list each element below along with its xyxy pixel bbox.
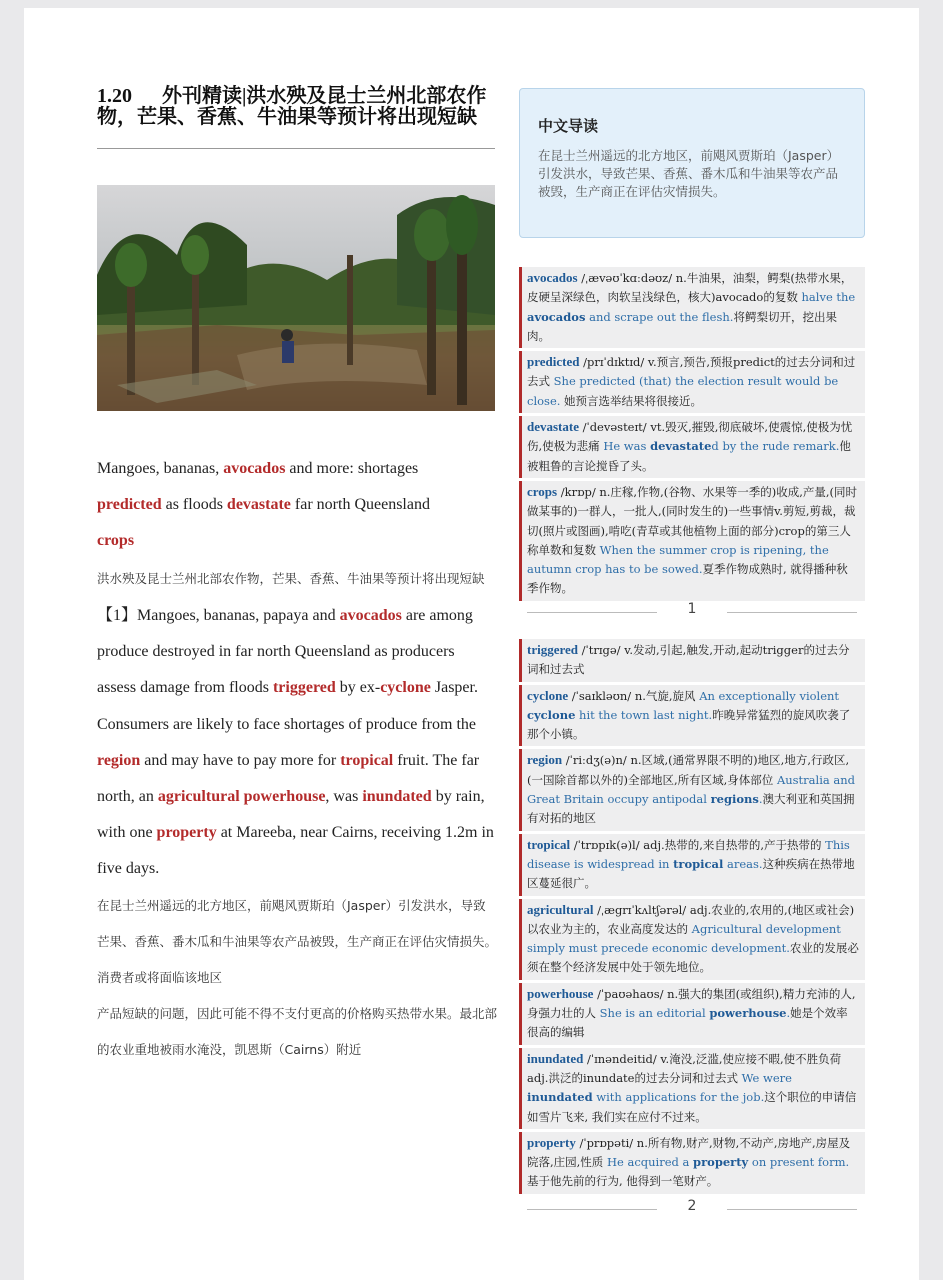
para-text: by ex- xyxy=(335,679,381,697)
para-text: Mangoes, bananas, papaya and xyxy=(137,607,340,624)
vocab-entry-inundated xyxy=(519,1048,865,1129)
vocab-ipa: /ˈriːdʒ(ə)n/ xyxy=(562,753,631,768)
vocab-example: hit the town last night. xyxy=(575,707,713,722)
vocab-example: halve the xyxy=(801,290,856,305)
vocab-example: We were xyxy=(741,1070,792,1085)
article-column xyxy=(97,85,498,1068)
vocab-definition: n.所有物,财产,财物,不动产,房地产,房屋及院落,庄园,性质 xyxy=(527,1135,851,1170)
vocab-translation: 她预言选举结果将很接近。 xyxy=(560,393,703,408)
vocab-definition: v.发动,引起,触发,开动,起动trigger的过去分词和过去式 xyxy=(527,643,850,677)
vocab-example: with applications for the job. xyxy=(592,1090,765,1105)
para-text: at Mareeba, near Cairns, receiving 1.2m in five days. xyxy=(97,824,494,878)
headline-part: and more: shortages xyxy=(285,460,419,477)
vocab-word[interactable]: devastate xyxy=(527,419,579,435)
vocab-definition: n.强大的集团(或组织),精力充沛的人,身强力壮的人 xyxy=(527,986,856,1021)
keyword-inundated[interactable]: inundated xyxy=(362,788,432,806)
keyword-avocados[interactable]: avocados xyxy=(339,607,402,624)
vocab-ipa: /prɪˈdɪktɪd/ xyxy=(579,355,648,370)
keyword-avocados[interactable]: avocados xyxy=(223,460,286,477)
paragraph-1-translation-b: 消费者或将面临该地区 xyxy=(97,969,223,985)
vocab-ipa: /ˈdevəsteɪt/ xyxy=(579,420,651,435)
keyword-agricultural-powerhouse[interactable]: agricultural powerhouse xyxy=(157,788,326,806)
keyword-triggered[interactable]: triggered xyxy=(272,679,336,697)
guide-text: 在昆士兰州遥远的北方地区，前飓风贾斯珀（Jasper）引发洪水，导致芒果、香蕉、番木瓜和牛油果等农产品被毁，生产商正在评估灾情损失。 xyxy=(538,148,840,199)
vocab-example-keyword: regions xyxy=(710,792,759,807)
vocab-example-keyword: powerhouse xyxy=(709,1006,787,1021)
para-text: Jasper. Consumers are likely to face shortages of produce from the xyxy=(97,679,478,733)
paragraph-1-translation-c: 产品短缺的问题，因此可能不得不支付更高的价格购买热带水果。最北部的农业重地被雨水淹没，凯恩斯（Cairns）附近 xyxy=(97,1005,498,1057)
vocab-word[interactable]: powerhouse xyxy=(527,985,594,1001)
keyword-predicted[interactable]: predicted xyxy=(97,496,162,513)
vocab-word[interactable]: property xyxy=(527,1134,576,1150)
chinese-headline: 洪水殃及昆士兰州北部农作物，芒果、香蕉、牛油果等预计将出现短缺 xyxy=(97,571,485,586)
para-text: fruit. The far north, an xyxy=(97,751,480,806)
vocab-example-keyword: devastate xyxy=(650,439,712,454)
vocab-example: . xyxy=(758,792,763,807)
vocab-word[interactable]: tropical xyxy=(527,836,571,852)
headline-part: far north Queensland xyxy=(290,496,430,513)
vocab-entry-avocados xyxy=(519,267,865,348)
vocab-example-keyword: avocados xyxy=(527,309,586,324)
vocab-translation: 夏季作物成熟时, 就得播种秋季作物。 xyxy=(527,562,848,596)
vocab-word[interactable]: crops xyxy=(527,483,558,499)
keyword-tropical[interactable]: tropical xyxy=(340,751,394,769)
vocab-example: Australia and Great Britain occupy antipodal xyxy=(527,772,856,807)
vocab-ipa: /ˈprɒpəti/ xyxy=(575,1135,637,1150)
vocab-translation: 澳大利亚和英国拥有对拓的地区 xyxy=(527,792,855,826)
title-divider xyxy=(97,148,495,149)
vocab-translation: 他被粗鲁的言论搅昏了头。 xyxy=(527,439,851,473)
papaya-plantation-illustration xyxy=(97,185,495,411)
headline-part: Mangoes, bananas, xyxy=(97,460,224,477)
vocab-list-2 xyxy=(519,639,865,1197)
para-text: by rain, with one xyxy=(97,788,485,842)
vocab-translation: 将鳄梨切开，挖出果肉。 xyxy=(527,309,837,343)
vocab-word[interactable]: triggered xyxy=(527,642,579,657)
chinese-guide-box xyxy=(519,88,865,238)
article-title xyxy=(97,86,495,128)
vocab-definition: v.淹没,泛滥,使应接不暇,使不胜负荷adj.洪泛的inundate的过去分词和过去式 xyxy=(527,1051,842,1085)
vocab-ipa: /ˈtrɪgə/ xyxy=(578,643,625,657)
vocab-example: on present form. xyxy=(748,1155,850,1170)
vocab-example: This disease is widespread in xyxy=(527,837,850,871)
vocab-example: An exceptionally violent xyxy=(699,688,840,703)
paragraph-1-translation-a: 在昆士兰州遥远的北方地区，前飓风贾斯珀（Jasper）引发洪水，导致芒果、香蕉、番木瓜和牛油果等农产品被毁，生产商正在评估灾情损失。 xyxy=(97,897,498,949)
vocab-example-keyword: inundated xyxy=(527,1090,593,1105)
vocab-entry-agricultural xyxy=(519,899,865,980)
vocab-list-1 xyxy=(519,267,865,604)
vocab-entry-cyclone xyxy=(519,685,865,747)
vocab-word[interactable]: inundated xyxy=(527,1050,584,1066)
paragraph-1 xyxy=(97,598,495,888)
vocab-translation: 基于他先前的行为, 他得到一笔财产。 xyxy=(527,1174,719,1189)
vocab-entry-crops xyxy=(519,481,865,601)
vocab-translation: 这种疾病在热带地区蔓延很广。 xyxy=(527,856,855,891)
para-text: , was xyxy=(325,788,363,806)
vocab-translation: 她是个效率很高的编辑 xyxy=(527,1006,848,1040)
vocab-word[interactable]: agricultural xyxy=(527,901,594,917)
vocab-ipa: /ˈpaʊəhaʊs/ xyxy=(593,986,668,1001)
para-text: and may have to pay more for xyxy=(140,751,341,769)
vocab-definition: vt.毁灭,摧毁,彻底破坏,使震惊,使极为忧伤,使极为悲痛 xyxy=(527,420,853,454)
article-title-text: 外刊精读|洪水殃及昆士兰州北部农作物，芒果、香蕉、牛油果等预计将出现短缺 xyxy=(97,85,487,128)
article-photo xyxy=(97,185,495,411)
vocab-definition: n.牛油果，油梨，鳄梨(热带水果，皮硬呈深绿色，肉软呈浅绿色，核大)avocado的复数 xyxy=(527,271,853,305)
vocab-example: She predicted (that) the election result would be close. xyxy=(527,374,839,408)
vocab-example: Agricultural development simply must precede economic development. xyxy=(527,921,841,956)
vocab-definition: adj.热带的,来自热带的,产于热带的 xyxy=(643,837,826,852)
vocab-example: He acquired a xyxy=(606,1155,694,1170)
para-text: are among produce destroyed in far north Queensland as producers assess damage from floods xyxy=(97,607,473,697)
page-number-1: 1 xyxy=(519,601,865,623)
vocab-word[interactable]: avocados xyxy=(527,270,578,285)
keyword-crops[interactable]: crops xyxy=(97,532,135,549)
vocab-example-keyword: property xyxy=(693,1155,749,1170)
vocab-definition: n.庄稼,作物,(谷物、水果等一季的)收成,产量,(同时做某事的)一群人，一批人,(同时发生的)一些事情v.剪短,剪裁，裁切(照片或图画),啃吃(青草或其他植物上面的部分)crop的第三人称单数和复数 xyxy=(527,484,858,557)
vocab-ipa: /ˈɪnəndeitid/ xyxy=(583,1051,661,1066)
sidebar-column xyxy=(519,88,865,1214)
vocab-entry-tropical xyxy=(519,834,865,896)
vocab-example: areas. xyxy=(723,856,763,871)
vocab-entry-property xyxy=(519,1132,865,1194)
vocab-entry-triggered xyxy=(519,639,865,682)
vocab-translation: 农业的发展必须在整个经济发展中处于领先地位。 xyxy=(527,941,859,975)
vocab-example-keyword: tropical xyxy=(673,856,724,871)
english-headline xyxy=(97,451,495,559)
article-number: 1.20 xyxy=(97,85,132,107)
vocab-word[interactable]: region xyxy=(527,752,563,768)
page-number-2: 2 xyxy=(519,1198,865,1220)
vocab-definition: v.预言,预告,预报predict的过去分词和过去式 xyxy=(527,355,856,389)
vocab-example: and scrape out the flesh. xyxy=(585,309,734,324)
vocab-definition: n.区域,(通常界限不明的)地区,地方,行政区,(一国除首都以外的)全部地区,所有区域,身体部位 xyxy=(527,753,850,787)
vocab-word[interactable]: predicted xyxy=(527,354,580,370)
keyword-devastate[interactable]: devastate xyxy=(226,496,291,513)
vocab-example: d by the rude remark. xyxy=(711,439,840,454)
vocab-entry-region xyxy=(519,749,865,830)
vocab-entry-predicted xyxy=(519,351,865,413)
headline-part: as floods xyxy=(161,496,227,513)
vocab-example: He was xyxy=(603,439,651,454)
document-page xyxy=(24,8,919,1280)
vocab-translation: 昨晚异常猛烈的旋风吹袭了那个小镇。 xyxy=(527,707,851,742)
vocab-example: . xyxy=(786,1006,791,1021)
guide-heading: 中文导读 xyxy=(538,117,599,135)
vocab-example: When the summer crop is ripening, the autumn crop has to be sowed. xyxy=(527,542,829,577)
vocab-definition: n.气旋,旋风 xyxy=(634,688,700,703)
vocab-word[interactable]: cyclone xyxy=(527,687,569,703)
paragraph-marker: 【1】 xyxy=(97,607,138,624)
vocab-entry-devastate xyxy=(519,416,865,478)
keyword-property[interactable]: property xyxy=(156,824,217,842)
vocab-ipa: /ˈtrɒpɪk(ə)l/ xyxy=(570,837,644,852)
vocab-translation: 这个职位的申请信如雪片飞来, 我们实在应付不过来。 xyxy=(527,1090,857,1124)
vocab-example: She is an editorial xyxy=(599,1006,710,1021)
keyword-cyclone[interactable]: cyclone xyxy=(380,679,431,697)
keyword-region[interactable]: region xyxy=(97,751,141,769)
vocab-definition: adj.农业的,农用的,(地区或社会)以农业为主的，农业高度发达的 xyxy=(527,902,855,936)
vocab-ipa: /ˌævəʊˈkɑːdəʊz/ xyxy=(577,271,676,285)
vocab-example-keyword: cyclone xyxy=(527,707,576,722)
vocab-ipa: /ˌægrɪˈkʌltʃərəl/ xyxy=(593,902,690,917)
vocab-ipa: /krɒp/ xyxy=(557,484,600,499)
vocab-entry-powerhouse xyxy=(519,983,865,1045)
vocab-ipa: /ˈsaɪkləʊn/ xyxy=(568,688,635,703)
